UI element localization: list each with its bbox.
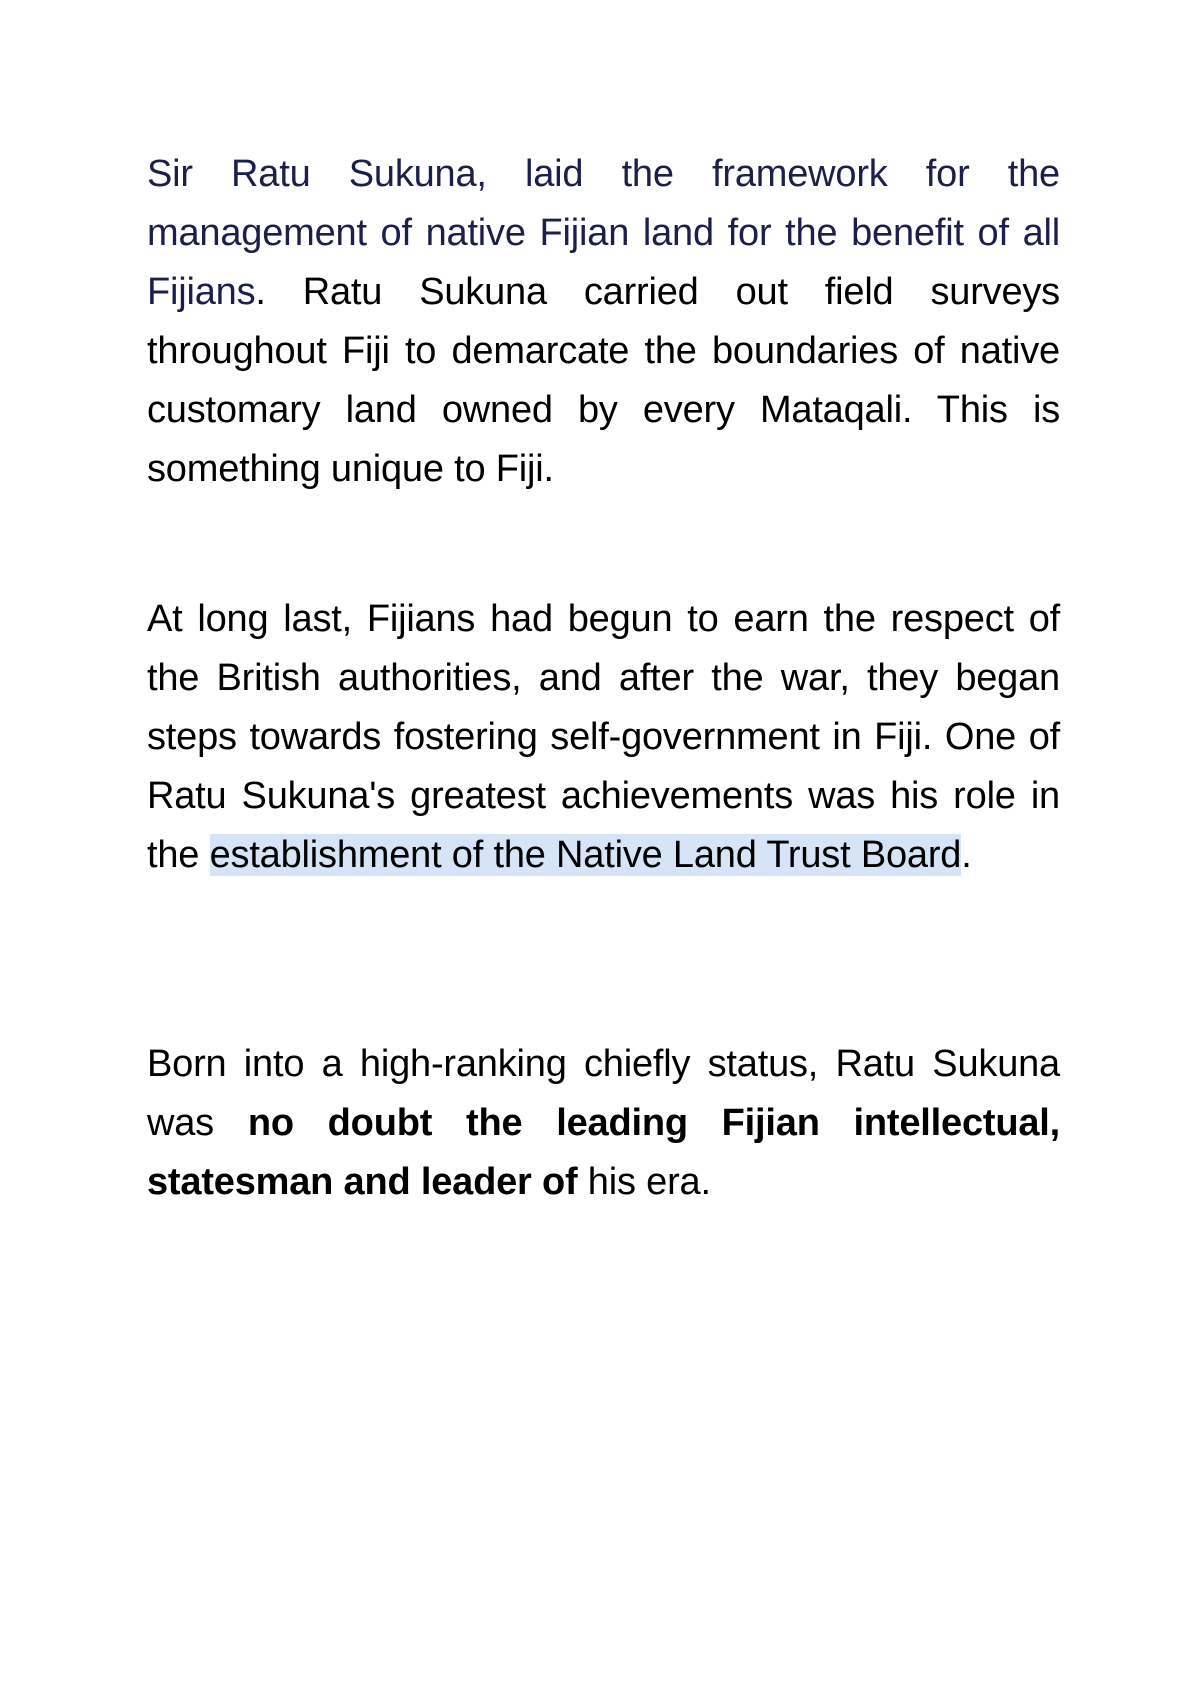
paragraph-british-respect (147, 590, 1060, 885)
paragraph-2-period: . (961, 834, 972, 876)
paragraph-3-intro-text: Born into a high-ranking chiefly status, Ratu Sukuna was (147, 1043, 1060, 1144)
paragraph-chiefly-status (147, 1035, 1060, 1212)
paragraph-sukuna-land-framework (147, 145, 1060, 499)
highlighted-selection-text[interactable]: establishment of the Native Land Trust Board (209, 834, 962, 876)
paragraph-2-body-text: At long last, Fijians had begun to earn the respect of the British authorities, and after the war, they began steps towards fostering self-government in Fiji. One of Ratu Sukuna's greatest achievements was his role in the (147, 598, 1060, 876)
paragraph-3-bold-text: no doubt the leading Fijian intellectual, statesman and leader of (147, 1102, 1060, 1203)
paragraph-3-end-text: his era. (577, 1161, 711, 1203)
paragraph-1-intro-text: Sir Ratu Sukuna, laid the framework for the management of native Fijian land for the benefit of all Fijians (147, 153, 1060, 313)
paragraph-1-body-text: . Ratu Sukuna carried out field surveys throughout Fiji to demarcate the boundaries of native customary land owned by every Mataqali. This is something unique to Fiji. (147, 271, 1060, 490)
